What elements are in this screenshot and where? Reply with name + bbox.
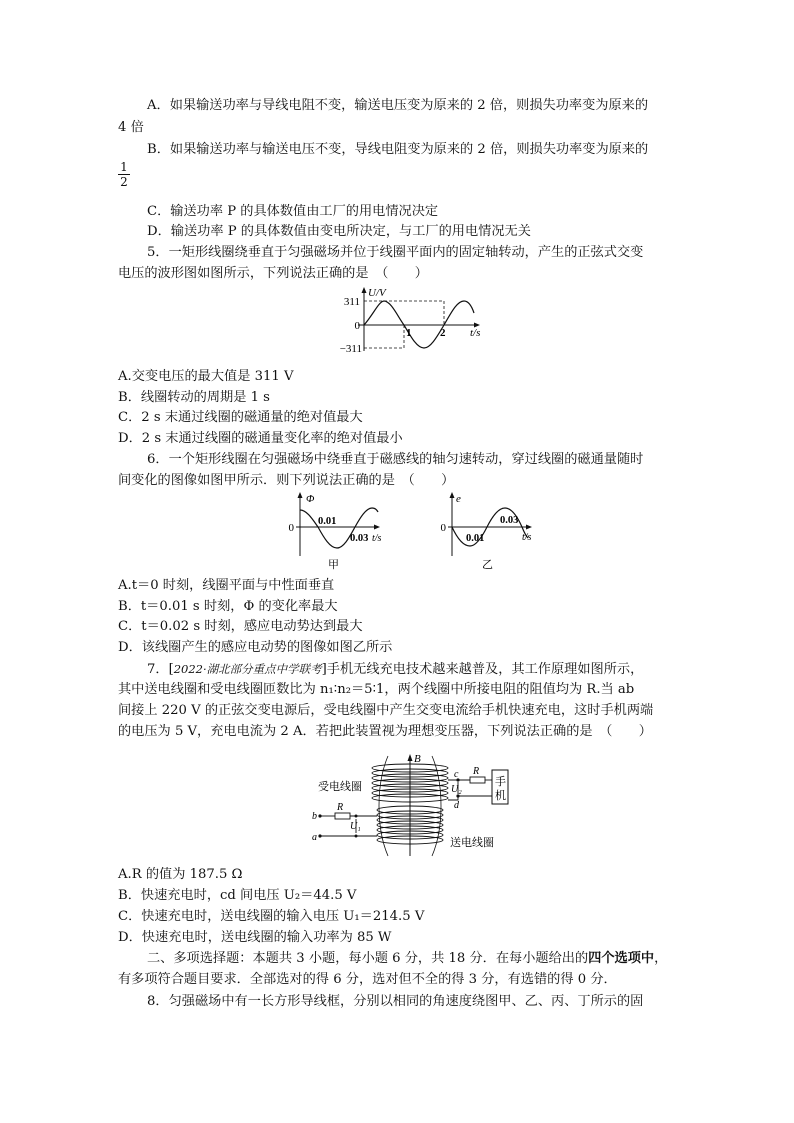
tick-label-t3: 0.03 [350,533,369,544]
section2-heading-line2: 有多项符合题目要求．全部选对的得 6 分，选对但不全的得 3 分，有选错的得 0 分． [118,972,617,987]
q4-option-b-fraction [118,160,130,189]
u2-label: U₂ [451,784,462,795]
q4-option-c: C．输送功率 P 的具体数值由工厂的用电情况决定 [147,204,439,219]
tick-label-t1: 0.01 [318,516,337,527]
q6-flux-figure-jia [280,490,390,572]
q8-stem-line1: 8．匀强磁场中有一长方形导线框，分别以相同的角速度绕图甲、乙、丙、丁所示的固 [147,994,644,1009]
resistor-r2-label: R [473,766,480,777]
q4-option-b-line1: B．如果输送功率与输送电压不变，导线电阻变为原来的 2 倍，则损失功率变为原来的 [147,142,649,157]
q7-option-c: C．快速充电时，送电线圈的输入电压 U₁＝214.5 V [118,909,425,924]
q4-option-d: D．输送功率 P 的具体数值由变电所决定，与工厂的用电情况无关 [147,224,531,239]
fraction-denominator: 2 [120,175,128,189]
terminal-b-label: b [312,811,317,822]
resistor-r1-label: R [337,802,344,813]
q4-option-a-line1: A．如果输送功率与导线电阻不变，输送电压变为原来的 2 倍，则损失功率变为原来的 [147,98,649,113]
tick-label-min: −311 [339,343,362,355]
x-axis-label: t/s [470,327,481,339]
section2-heading-line1 [147,950,667,968]
q4-option-a-line2: 4 倍 [118,120,144,135]
section2-emphasis: 四个选项中 [588,951,655,966]
q5-stem-line2: 电压的波形图如图所示，下列说法正确的是 （ ） [118,266,428,281]
q5-option-d: D．2 s 末通过线圈的磁通量变化率的绝对值最小 [118,431,403,446]
q7-option-a: A.R 的值为 187.5 Ω [118,867,243,882]
receiving-coil-label: 受电线圈 [318,781,362,793]
q5-option-c: C．2 s 末通过线圈的磁通量的绝对值最大 [118,410,363,425]
u1-label: U₁ [350,821,361,832]
q6-emf-figure-yi [430,490,545,572]
tick-label-zero: 0 [440,522,446,534]
terminal-b [318,814,321,817]
y-axis-arrow [298,492,303,498]
q5-option-a: A.交变电压的最大值是 311 V [118,369,294,384]
y-axis-label: U/V [368,287,386,299]
x-axis-label: t/s [372,533,382,544]
figure-caption: 乙 [482,559,493,571]
x-axis-label: t/s [522,532,532,543]
terminal-d-label: d [454,800,459,811]
q7-stem-line1 [147,660,643,679]
y-axis-label: e [456,493,461,505]
junction-u1-bottom [355,835,358,838]
junction-u1-top [355,815,358,818]
q7-stem-text: ]手机无线充电技术越来越普及，其工作原理如图所示， [321,662,644,677]
terminal-c-label: c [454,769,459,780]
tick-label-t2: 2 [440,327,446,339]
q6-stem-line2: 间变化的图像如图甲所示．则下列说法正确的是 （ ） [118,473,455,488]
tick-label-t1: 0.01 [466,533,485,544]
tick-label-t1: 1 [406,327,412,339]
q7-stem-line3: 间接上 220 V 的正弦交变电源后，受电线圈中产生交变电流给手机快速充电，这时手机两端 [118,703,654,718]
q6-option-a: A.t＝0 时刻，线圈平面与中性面垂直 [118,578,335,593]
q7-number: 7．[ [147,662,174,677]
q6-option-b: B．t＝0.01 s 时刻，Φ 的变化率最大 [118,599,338,614]
q6-option-c: C．t＝0.02 s 时刻，感应电动势达到最大 [118,619,363,634]
tick-label-max: 311 [343,296,360,308]
y-axis-label: Φ [306,493,315,505]
q5-waveform-figure [328,285,498,357]
phone-label-2: 机 [495,790,506,802]
y-axis-arrow [362,287,367,293]
q7-option-d: D．快速充电时，送电线圈的输入功率为 85 W [118,930,392,945]
phone-label-1: 手 [495,776,506,788]
x-axis-arrow [374,525,380,530]
q7-wireless-charging-figure [310,748,520,860]
x-axis-arrow [526,525,532,530]
fraction-numerator: 1 [118,160,130,175]
q6-stem-line1: 6．一个矩形线圈在匀强磁场中绕垂直于磁感线的轴匀速转动，穿过线圈的磁通量随时 [147,452,644,467]
q5-option-b: B．线圈转动的周期是 1 s [118,390,270,405]
tick-label-t3: 0.03 [500,515,519,526]
y-axis-arrow [450,492,455,498]
tick-label-zero: 0 [288,522,294,534]
q7-stem-line4: 的电压为 5 V，充电电流为 2 A．若把此装置视为理想变压器，下列说法正确的是 （ ） [118,724,652,739]
q7-source: 2022·湖北部分重点中学联考 [173,662,322,676]
sending-coil-label: 送电线圈 [450,837,494,849]
q7-stem-line2: 其中送电线圈和受电线圈匝数比为 n₁∶n₂＝5∶1，两个线圈中所接电阻的阻值均为 R.当 ab [118,682,635,697]
q7-option-b: B．快速充电时，cd 间电压 U₂＝44.5 V [118,888,357,903]
q5-stem-line1: 5．一矩形线圈绕垂直于匀强磁场并位于线圈平面内的固定轴转动，产生的正弦式交变 [147,245,644,260]
tick-label-zero: 0 [354,320,360,332]
resistor-r2 [470,777,485,783]
field-arrow [408,754,413,761]
figure-caption: 甲 [328,559,339,571]
section2-text-a: 二、多项选择题：本题共 3 小题，每小题 6 分，共 18 分．在每小题给出的 [147,951,589,966]
q6-option-d: D．该线圈产生的感应电动势的图像如图乙所示 [118,640,393,655]
terminal-a [318,834,321,837]
field-label-b: B [414,753,421,765]
section2-text-c: ， [654,951,668,966]
terminal-a-label: a [312,832,317,843]
resistor-r1 [335,813,350,819]
